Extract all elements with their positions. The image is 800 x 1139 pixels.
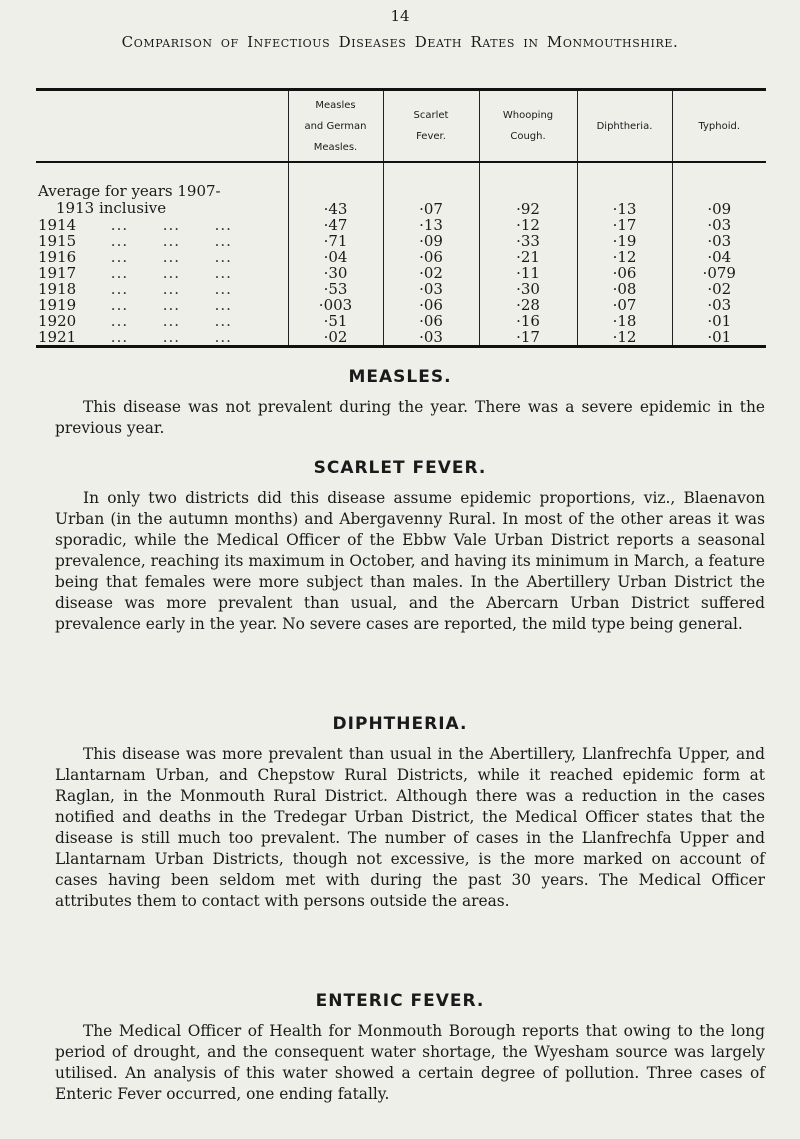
rate-cell: ·06 [383,297,479,313]
rate-cell: ·07 [577,297,672,313]
rate-cell: ·13 [383,217,479,233]
row-label [36,265,288,281]
table-row [36,162,766,217]
rate-cell: ·02 [288,329,383,347]
column-header-line: Diphtheria. [596,120,653,132]
row-label-text: 1917 [38,264,77,282]
column-header [288,90,383,163]
rate-cell: ·21 [479,249,577,265]
table-row [36,249,766,265]
scarlet-fever-paragraph: In only two districts did this disease assume epidemic proportions, viz., Blaenavon Urban (in the autumn months) and Abergavenny Rural. In most of the other areas it was sporadic, while the Medical Officer of the Ebbw Vale Urban District reports a seasonal prevalence, reaching its maximum in October, and having its minimum in March, a feature being that females were more subject than males. In the Abertillery Urban District the disease was more prevalent than usual, and the Abercarn Urban District suffered prevalence early in the year. No severe cases are reported, the mild type being general. [55,489,765,633]
column-header-line: Fever. [416,131,446,142]
rate-cell: ·18 [577,313,672,329]
row-label [36,249,288,265]
rate-cell: ·03 [672,217,766,233]
rate-cell: ·28 [479,297,577,313]
rate-cell: ·17 [577,217,672,233]
table-row [36,265,766,281]
rate-cell: ·71 [288,233,383,249]
table-row [36,217,766,233]
rate-cell: ·06 [383,313,479,329]
row-label-text: 1913 inclusive [56,199,167,217]
page-title: Comparison of Infectious Diseases Death Rates in Monmouthshire. [121,33,679,51]
column-header-line: Scarlet [413,110,449,121]
row-label-text: 1919 [38,296,77,314]
rate-cell: ·02 [383,265,479,281]
table-row [36,329,766,347]
column-header-line: Measles [315,99,356,111]
row-label-text: 1916 [38,248,77,266]
rate-cell: ·09 [383,233,479,249]
rate-cell: ·30 [479,281,577,297]
leader-dots: ... ... ... [76,312,232,330]
enteric-fever-heading: ENTERIC FEVER. [315,991,485,1011]
leader-dots: ... ... ... [76,280,232,298]
row-label [36,297,288,313]
rate-cell: ·03 [672,297,766,313]
rate-cell: ·30 [288,265,383,281]
rate-cell: ·03 [672,233,766,249]
rate-cell: ·03 [383,281,479,297]
page-number: 14 [390,7,410,25]
rate-cell: ·07 [383,162,479,217]
table-row [36,281,766,297]
rate-cell: ·19 [577,233,672,249]
table-body [36,162,766,347]
table-header-row [36,90,766,163]
rate-cell: ·01 [672,329,766,347]
column-header-line: Measles. [313,141,358,153]
rate-cell: ·04 [288,249,383,265]
rate-cell: ·43 [288,162,383,217]
column-header-line: Cough. [510,131,546,142]
rate-cell: ·02 [672,281,766,297]
table-row [36,233,766,249]
row-label [36,233,288,249]
row-label [36,281,288,297]
row-label [36,329,288,347]
leader-dots: ... ... ... [76,232,232,250]
table-row [36,297,766,313]
rate-cell: ·13 [577,162,672,217]
diphtheria-heading: DIPHTHERIA. [332,714,468,734]
rate-cell: ·47 [288,217,383,233]
row-label [36,313,288,329]
rate-cell: ·33 [479,233,577,249]
rate-cell: ·17 [479,329,577,347]
rate-cell: ·92 [479,162,577,217]
row-label-text: Average for years 1907- [38,182,221,200]
column-header [672,90,766,163]
leader-dots: ... ... ... [76,216,232,234]
rate-cell: ·09 [672,162,766,217]
row-label-text: 1920 [38,312,77,330]
rate-cell: ·53 [288,281,383,297]
leader-dots: ... ... ... [76,248,232,266]
leader-dots: ... ... ... [76,296,232,314]
rate-cell: ·06 [383,249,479,265]
rate-cell: ·003 [288,297,383,313]
row-label [36,217,288,233]
leader-dots: ... ... ... [76,264,232,282]
row-label-text: 1921 [38,328,77,346]
column-header-line: Whooping [502,110,554,121]
rate-cell: ·06 [577,265,672,281]
measles-heading: MEASLES. [348,367,452,387]
rate-cell: ·03 [383,329,479,347]
rate-cell: ·079 [672,265,766,281]
rate-cell: ·12 [577,329,672,347]
column-header [479,90,577,163]
column-header-line: and German [304,120,367,132]
row-label-text: 1918 [38,280,77,298]
rate-cell: ·04 [672,249,766,265]
rate-cell: ·12 [577,249,672,265]
rate-cell: ·11 [479,265,577,281]
column-header [577,90,672,163]
table-row [36,313,766,329]
leader-dots: ... ... ... [76,328,232,346]
rate-cell: ·08 [577,281,672,297]
rate-cell: ·12 [479,217,577,233]
death-rates-table [36,88,766,348]
rate-cell: ·16 [479,313,577,329]
rate-cell: ·51 [288,313,383,329]
row-label [36,162,288,217]
enteric-fever-paragraph: The Medical Officer of Health for Monmouth Borough reports that owing to the long period of drought, and the consequent water shortage, the Wyesham source was largely utilised. An analysis of this water showed a certain degree of pollution. Three cases of Enteric Fever occurred, one ending fatally. [55,1022,765,1103]
row-label-text: 1914 [38,216,77,234]
scarlet-fever-heading: SCARLET FEVER. [313,458,487,478]
column-header-line: Typhoid. [698,120,741,132]
row-label-text: 1915 [38,232,77,250]
column-header [383,90,479,163]
row-label-header [36,90,288,163]
diphtheria-paragraph: This disease was more prevalent than usual in the Abertillery, Llanfrechfa Upper, and Llantarnam Urban, and Chepstow Rural Districts, while it reached epidemic form at Raglan, in the Monmouth Rural District. Although there was a reduction in the cases notified and deaths in the Tredegar Urban District, the Medical Officer states that the disease is still much too prevalent. The number of cases in the Llanfrechfa Upper and Llantarnam Urban Districts, though not excessive, is the more marked on account of cases having been seldom met with during the past 30 years. The Medical Officer attributes them to contact with persons outside the areas. [55,745,765,910]
measles-paragraph: This disease was not prevalent during the year. There was a severe epidemic in the previous year. [55,398,765,437]
rate-cell: ·01 [672,313,766,329]
